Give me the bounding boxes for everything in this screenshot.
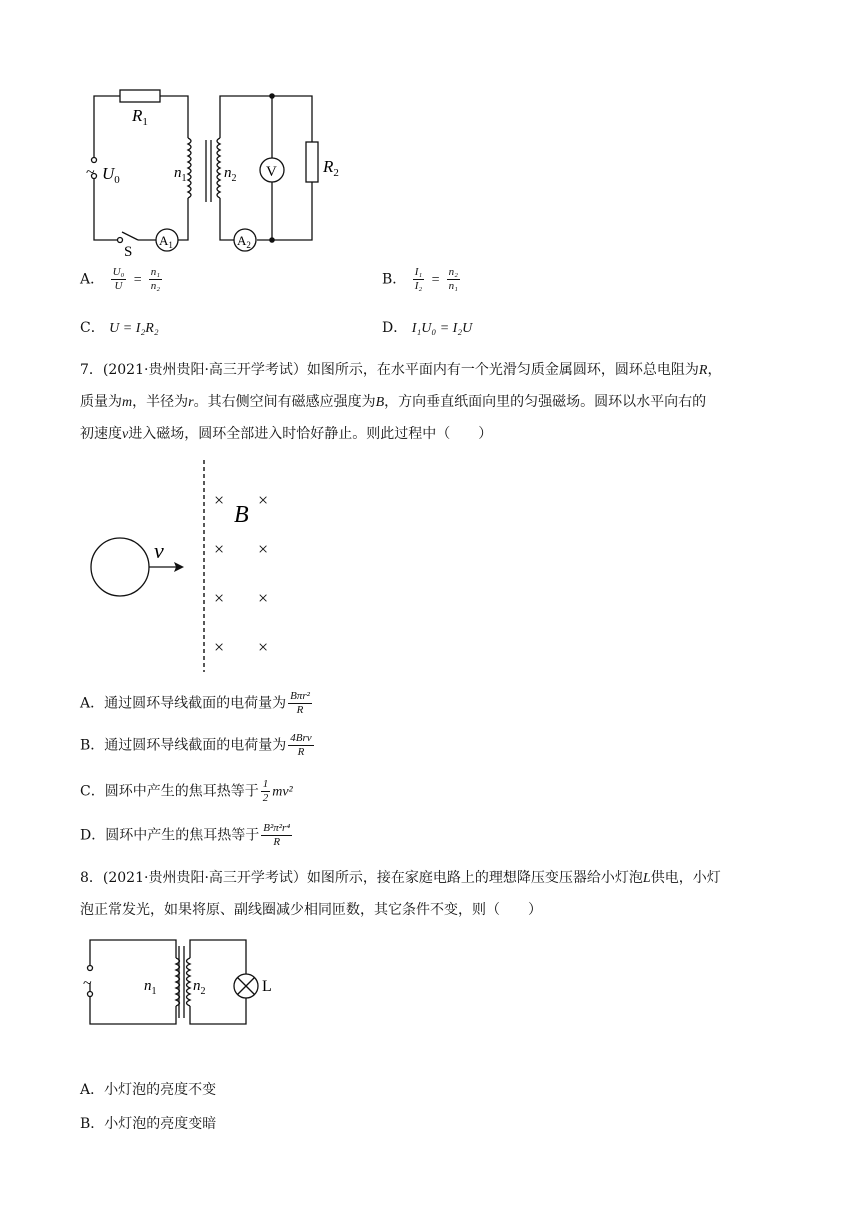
q7-option-c[interactable]: C．圆环中产生的焦耳热等于 $\frac{1}{2}$ mv² xyxy=(80,778,293,804)
q7-stem-line2: 质量为m，半径为r。其右侧空间有磁感应强度为B，方向垂直纸面向里的匀强磁场。圆环以水平向右的 xyxy=(80,394,707,410)
step-down-transformer-figure xyxy=(80,932,290,1032)
q8-stem-line2: 泡正常发光，如果将原、副线圈减少相同匝数，其它条件不变，则（ ） xyxy=(80,902,542,918)
q7-option-d[interactable]: D．圆环中产生的焦耳热等于 $\frac{\text{B²π²r⁴}}{R}$ xyxy=(80,822,291,848)
ac-source-symbol: ~ xyxy=(86,164,95,181)
metal-ring xyxy=(91,538,149,596)
velocity-label: v xyxy=(154,538,164,563)
field-cross: × xyxy=(258,539,269,559)
q6-option-a[interactable]: A． $\frac{\text{U₀}}{U}$ = $\frac{\text{n₁}}{\text{n₂}}$ xyxy=(80,266,161,292)
field-cross: × xyxy=(214,539,225,559)
field-cross: × xyxy=(258,637,269,657)
q8-option-b[interactable]: B．小灯泡的亮度变暗 xyxy=(80,1116,217,1132)
field-cross: × xyxy=(214,490,225,510)
switch-label: S xyxy=(124,244,133,260)
q7-option-a[interactable]: A．通过圆环导线截面的电荷量为 $\frac{\text{Bπr²}}{R}$ xyxy=(80,690,310,716)
q7-stem-line3: 初速度v进入磁场，圆环全部进入时恰好静止。则此过程中（ ） xyxy=(80,426,493,442)
q6-option-c[interactable]: C． U = I₂R₂ xyxy=(80,320,159,336)
q7-option-b[interactable]: B．通过圆环导线截面的电荷量为 $\frac{\text{4Brv}}{R}$ xyxy=(80,732,312,758)
q6-option-b[interactable]: B． $\frac{\text{I₁}}{\text{I₂}}$ = $\frac{\text{n₂}}{\text{n₁}}$ xyxy=(382,266,458,292)
q8-option-a[interactable]: A．小灯泡的亮度不变 xyxy=(80,1082,217,1098)
q8-stem-line1: 8．(2021·贵州贵阳·高三开学考试）如图所示，接在家庭电路上的理想降压变压器给小灯泡L供电，小灯 xyxy=(80,870,721,886)
lamp-label: L xyxy=(262,978,272,995)
ac-source-symbol: ~ xyxy=(83,975,92,992)
r2-label: $R_2$ xyxy=(323,157,339,179)
n2-label: $n_2$ xyxy=(224,165,237,184)
n1-label: $n_1$ xyxy=(174,165,187,184)
field-label: B xyxy=(234,502,249,528)
field-cross: × xyxy=(258,588,269,608)
n1-label: $n_1$ xyxy=(144,978,157,997)
field-cross: × xyxy=(258,490,269,510)
u0-label: $U_0$ xyxy=(102,164,120,186)
ammeter1-label: $A_1$ xyxy=(159,233,173,250)
q6-option-d[interactable]: D． I₁U₀ = I₂U xyxy=(382,320,473,336)
field-cross: × xyxy=(214,637,225,657)
transformer-circuit-figure xyxy=(80,80,360,260)
q7-stem-line1: 7．(2021·贵州贵阳·高三开学考试）如图所示，在水平面内有一个光滑匀质金属圆环，圆环总电阻为R， xyxy=(80,362,722,378)
ring-magnetic-field-figure xyxy=(80,460,300,675)
field-cross: × xyxy=(214,588,225,608)
ammeter2-label: $A_2$ xyxy=(237,233,251,250)
r1-label: $R_1$ xyxy=(132,106,148,128)
voltmeter-label: V xyxy=(266,164,277,180)
n2-label: $n_2$ xyxy=(193,978,206,997)
